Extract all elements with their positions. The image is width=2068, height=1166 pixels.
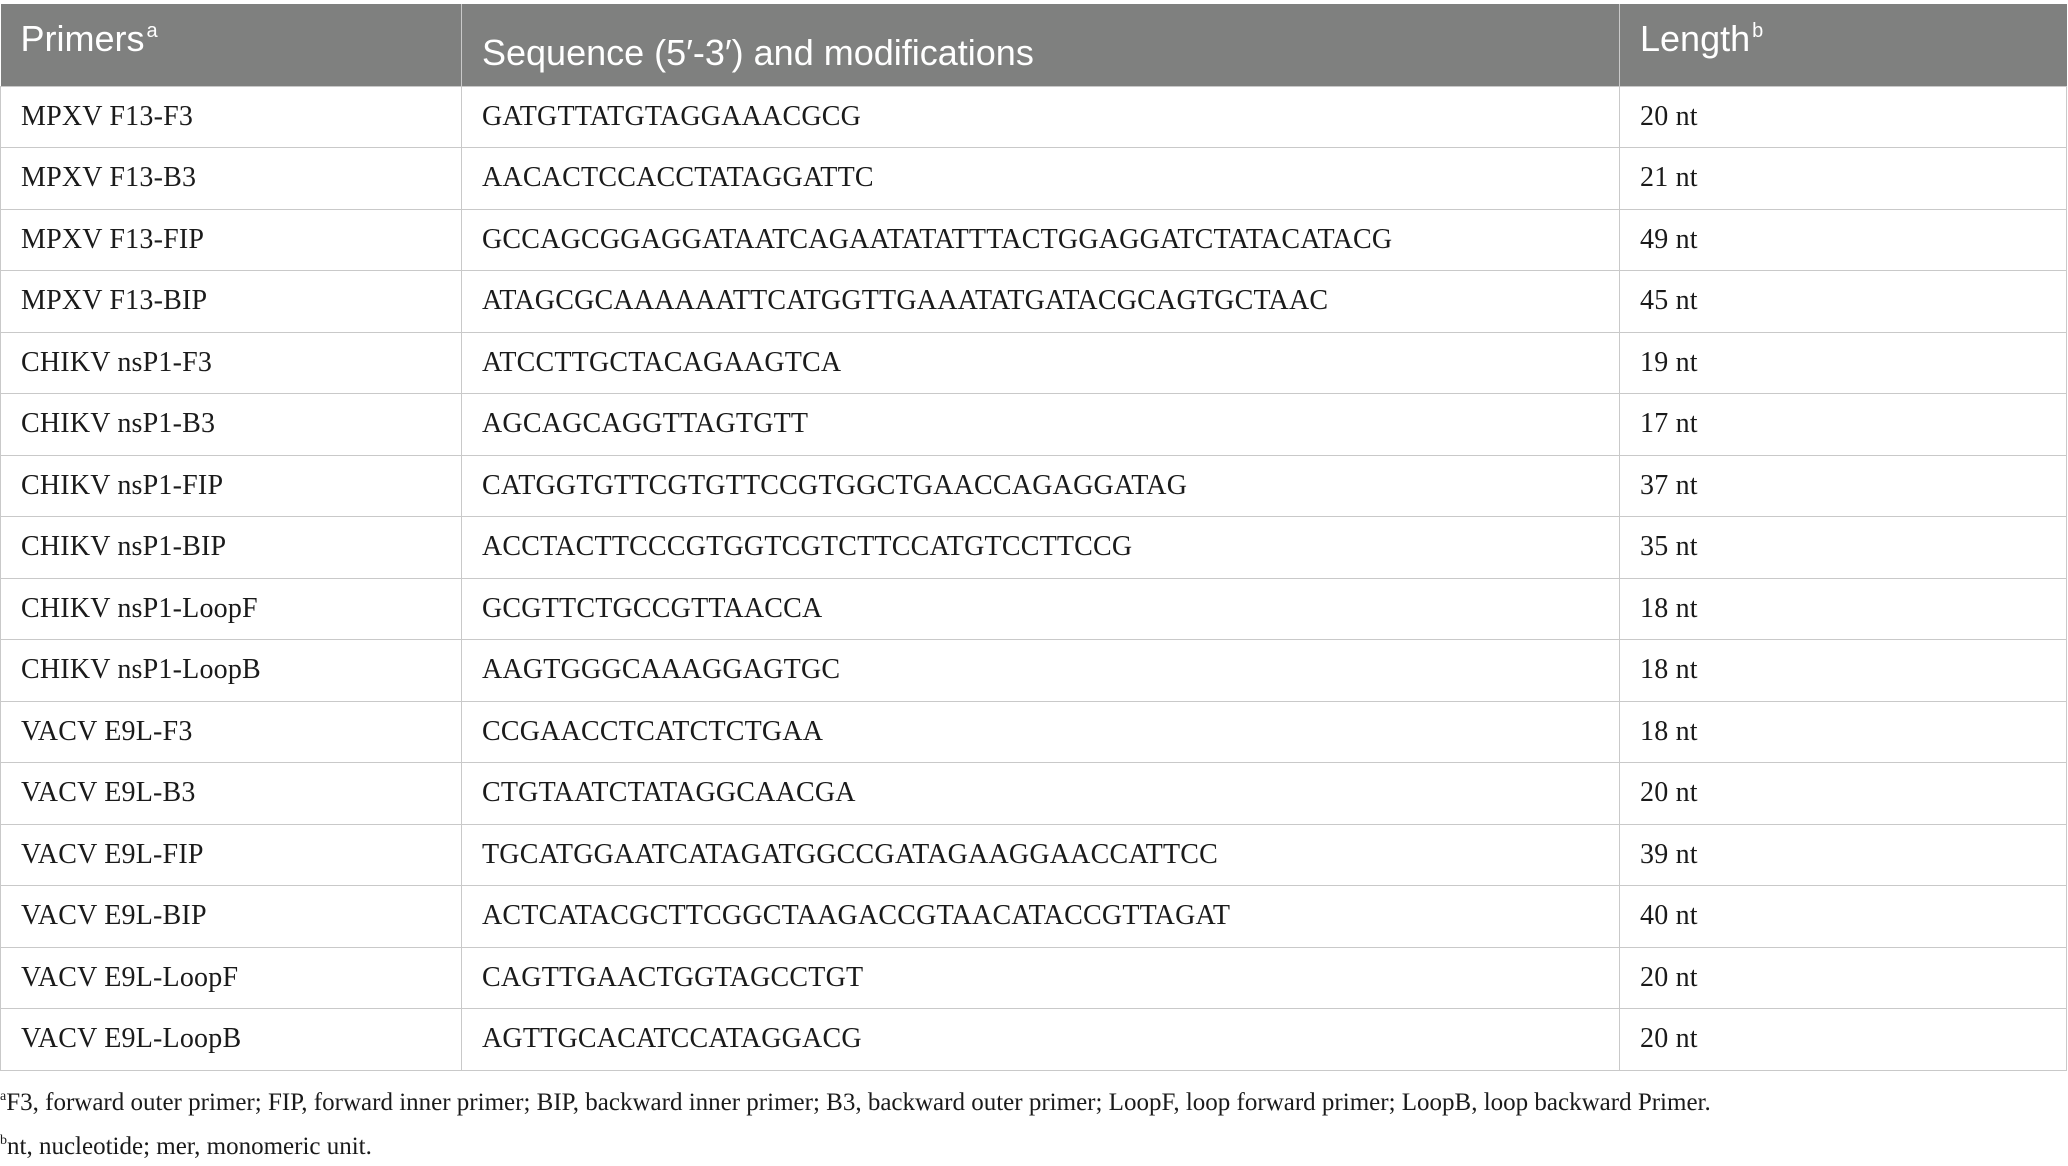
length-cell: 49 nt <box>1620 209 2067 271</box>
primer-name-cell: MPXV F13-BIP <box>1 271 462 333</box>
length-cell: 39 nt <box>1620 824 2067 886</box>
sequence-cell: CAGTTGAACTGGTAGCCTGT <box>462 947 1620 1009</box>
primer-name-cell: CHIKV nsP1-LoopF <box>1 578 462 640</box>
sequence-cell: GCCAGCGGAGGATAATCAGAATATATTTACTGGAGGATCTATACATACG <box>462 209 1620 271</box>
length-cell: 18 nt <box>1620 640 2067 702</box>
sequence-cell: GCGTTCTGCCGTTAACCA <box>462 578 1620 640</box>
primer-name-cell: VACV E9L-BIP <box>1 886 462 948</box>
length-cell: 20 nt <box>1620 86 2067 148</box>
footnote-a-text: F3, forward outer primer; FIP, forward inner primer; BIP, backward inner primer; B3, backward outer primer; LoopF, loop forward primer; LoopB, loop backward Primer. <box>6 1089 1711 1116</box>
header-primers-label: Primers <box>20 17 145 59</box>
footnote-b <box>0 1122 2068 1166</box>
table-row <box>1 148 2067 210</box>
table-row <box>1 763 2067 825</box>
table-row <box>1 332 2067 394</box>
length-cell: 35 nt <box>1620 517 2067 579</box>
length-cell: 19 nt <box>1620 332 2067 394</box>
length-cell: 20 nt <box>1620 947 2067 1009</box>
primer-name-cell: CHIKV nsP1-FIP <box>1 455 462 517</box>
primer-name-cell: VACV E9L-F3 <box>1 701 462 763</box>
table-row <box>1 1009 2067 1071</box>
primer-name-cell: MPXV F13-B3 <box>1 148 462 210</box>
table-row <box>1 886 2067 948</box>
primer-table-container <box>0 4 2068 1071</box>
primer-name-cell: CHIKV nsP1-B3 <box>1 394 462 456</box>
sequence-cell: ACTCATACGCTTCGGCTAAGACCGTAACATACCGTTAGAT <box>462 886 1620 948</box>
header-row <box>1 4 2067 86</box>
primer-name-cell: CHIKV nsP1-BIP <box>1 517 462 579</box>
header-length <box>1620 4 2067 86</box>
length-cell: 17 nt <box>1620 394 2067 456</box>
sequence-cell: AAGTGGGCAAAGGAGTGC <box>462 640 1620 702</box>
primer-name-cell: VACV E9L-LoopB <box>1 1009 462 1071</box>
sequence-cell: CTGTAATCTATAGGCAACGA <box>462 763 1620 825</box>
length-cell: 45 nt <box>1620 271 2067 333</box>
length-cell: 37 nt <box>1620 455 2067 517</box>
primer-name-cell: MPXV F13-FIP <box>1 209 462 271</box>
table-row <box>1 578 2067 640</box>
table-row <box>1 947 2067 1009</box>
table-row <box>1 394 2067 456</box>
table-row <box>1 640 2067 702</box>
sequence-cell: ACCTACTTCCCGTGGTCGTCTTCCATGTCCTTCCG <box>462 517 1620 579</box>
primer-name-cell: CHIKV nsP1-LoopB <box>1 640 462 702</box>
sequence-cell: AACACTCCACCTATAGGATTC <box>462 148 1620 210</box>
length-cell: 40 nt <box>1620 886 2067 948</box>
header-sequence-label: Sequence (5′-3′) and modifications <box>482 31 1034 73</box>
table-footnotes <box>0 1078 2068 1166</box>
header-length-label: Length <box>1640 17 1751 59</box>
length-cell: 18 nt <box>1620 578 2067 640</box>
sequence-cell: AGTTGCACATCCATAGGACG <box>462 1009 1620 1071</box>
sequence-cell: TGCATGGAATCATAGATGGCCGATAGAAGGAACCATTCC <box>462 824 1620 886</box>
primer-name-cell: VACV E9L-FIP <box>1 824 462 886</box>
table-row <box>1 271 2067 333</box>
header-length-footnote-mark: b <box>1752 19 1764 42</box>
footnote-a-mark: a <box>0 1089 7 1104</box>
sequence-cell: AGCAGCAGGTTAGTGTT <box>462 394 1620 456</box>
primer-name-cell: VACV E9L-LoopF <box>1 947 462 1009</box>
sequence-cell: GATGTTATGTAGGAAACGCG <box>462 86 1620 148</box>
table-header <box>1 4 2067 86</box>
length-cell: 20 nt <box>1620 763 2067 825</box>
sequence-cell: CCGAACCTCATCTCTGAA <box>462 701 1620 763</box>
primer-name-cell: VACV E9L-B3 <box>1 763 462 825</box>
primer-name-cell: CHIKV nsP1-F3 <box>1 332 462 394</box>
table-row <box>1 824 2067 886</box>
table-body <box>1 86 2067 1070</box>
header-sequence <box>462 4 1620 86</box>
length-cell: 21 nt <box>1620 148 2067 210</box>
primer-name-cell: MPXV F13-F3 <box>1 86 462 148</box>
sequence-cell: ATAGCGCAAAAAATTCATGGTTGAAATATGATACGCAGTGCTAAC <box>462 271 1620 333</box>
sequence-cell: CATGGTGTTCGTGTTCCGTGGCTGAACCAGAGGATAG <box>462 455 1620 517</box>
footnote-b-mark: b <box>0 1133 7 1148</box>
length-cell: 20 nt <box>1620 1009 2067 1071</box>
footnote-b-text: nt, nucleotide; mer, monomeric unit. <box>7 1133 372 1160</box>
table-row <box>1 701 2067 763</box>
length-cell: 18 nt <box>1620 701 2067 763</box>
header-primers <box>1 4 462 86</box>
table-row <box>1 86 2067 148</box>
sequence-cell: ATCCTTGCTACAGAAGTCA <box>462 332 1620 394</box>
table-row <box>1 455 2067 517</box>
footnote-a <box>0 1078 2068 1122</box>
header-primers-footnote-mark: a <box>146 19 158 42</box>
primer-table <box>0 4 2067 1071</box>
table-row <box>1 209 2067 271</box>
table-row <box>1 517 2067 579</box>
